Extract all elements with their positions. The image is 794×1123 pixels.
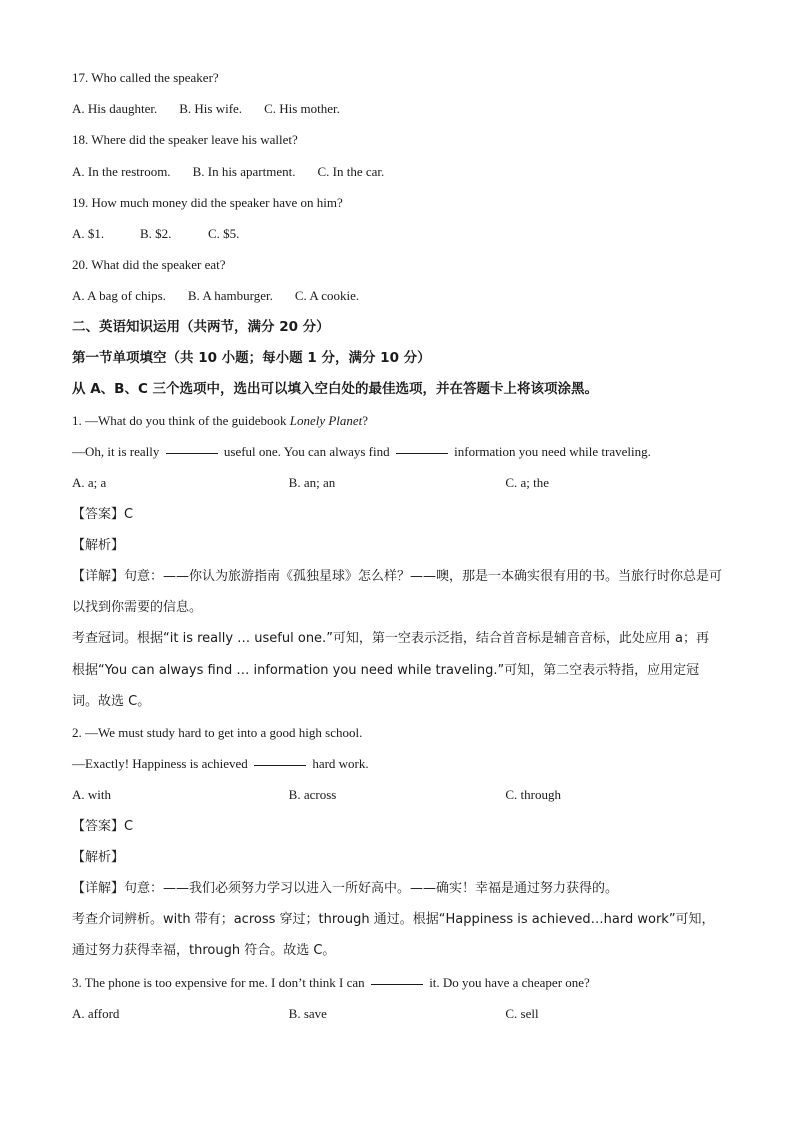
option-a: A. afford: [72, 1005, 120, 1021]
answer-blank: [371, 983, 423, 985]
question-1-options: [72, 467, 722, 498]
detail-text: 【详解】句意：——你认为旅游指南《孤独星球》怎么样？——噢，那是一本确实很有用的书。当旅行时你总是可以找到你需要的信息。: [72, 569, 723, 616]
question-20-options: [72, 280, 722, 311]
question-3-options: [72, 998, 722, 1029]
answer-blank: [254, 764, 306, 766]
option-a: A. In the restroom.: [72, 163, 171, 179]
analysis-label: 【解析】: [72, 849, 125, 865]
option-b: B. A hamburger.: [187, 288, 273, 304]
answer-blank: [166, 452, 218, 454]
question-1-stem: 1. —What do you think of the guidebook Lonely Planet?: [72, 413, 369, 429]
question-18-stem: 18. Where did the speaker leave his wallet?: [72, 132, 298, 148]
explanation-text: 考查介词辨析。with 带有；across 穿过；through 通过。根据“Happiness is achieved…hard work”可知，通过努力获得幸福，through 符合。故选 C。: [72, 912, 715, 959]
option-b: B. His wife.: [179, 101, 243, 117]
question-20-stem: 20. What did the speaker eat?: [72, 257, 226, 273]
option-c: C. A cookie.: [294, 288, 360, 304]
question-2-dialogue: —Exactly! Happiness is achieved hard work.: [72, 756, 369, 772]
option-b: B. In his apartment.: [192, 163, 296, 179]
question-3-stem: 3. The phone is too expensive for me. I don’t think I can it. Do you have a cheaper one?: [72, 974, 590, 990]
section-subtitle: 第一节单项填空（共 10 小题；每小题 1 分，满分 10 分）: [72, 349, 431, 366]
answer-label: 【答案】C: [72, 818, 134, 834]
option-b: B. across: [288, 787, 337, 803]
question-2-options: [72, 779, 722, 810]
explanation-text: 考查冠词。根据“it is really … useful one.”可知，第一空表示泛指，结合首音标是辅音音标，此处应用 a；再根据“You can always find … information you need while traveling.”可知，第二空表示特指，应用定冠词。故选 C。: [72, 631, 710, 709]
answer-label: 【答案】C: [72, 506, 134, 522]
question-17-stem: 17. Who called the speaker?: [72, 70, 219, 85]
section-instruction: 从 A、B、C 三个选项中，选出可以填入空白处的最佳选项，并在答题卡上将该项涂黑。: [72, 380, 599, 397]
option-c: C. His mother.: [264, 101, 340, 117]
question-17-options: [72, 93, 722, 124]
answer-blank: [396, 452, 448, 454]
question-18-options: [72, 156, 722, 187]
section-title: 二、英语知识运用（共两节，满分 20 分）: [72, 318, 330, 335]
option-c: C. In the car.: [317, 163, 385, 179]
analysis-label: 【解析】: [72, 537, 125, 553]
option-a: A. a; a: [72, 475, 107, 491]
question-2-stem: 2. —We must study hard to get into a good high school.: [72, 725, 363, 741]
option-a: A. His daughter.: [72, 101, 158, 117]
option-b: B. $2.: [140, 225, 172, 241]
document-page: [72, 62, 722, 1029]
option-b: B. an; an: [288, 475, 336, 491]
question-1-dialogue: —Oh, it is really useful one. You can always find information you need while traveling.: [72, 444, 651, 460]
detail-text: 【详解】句意：——我们必须努力学习以进入一所好高中。——确实！幸福是通过努力获得的。: [72, 880, 619, 896]
option-c: C. sell: [505, 1005, 539, 1021]
option-c: C. $5.: [208, 225, 240, 241]
option-c: C. a; the: [505, 475, 550, 491]
option-a: A. with: [72, 787, 111, 803]
option-a: A. $1.: [72, 225, 105, 241]
question-19-options: [72, 218, 722, 249]
question-19-stem: 19. How much money did the speaker have on him?: [72, 194, 343, 210]
option-c: C. through: [505, 787, 561, 803]
book-title: Lonely Planet: [289, 413, 363, 429]
option-b: B. save: [288, 1005, 327, 1021]
option-a: A. A bag of chips.: [72, 288, 166, 304]
